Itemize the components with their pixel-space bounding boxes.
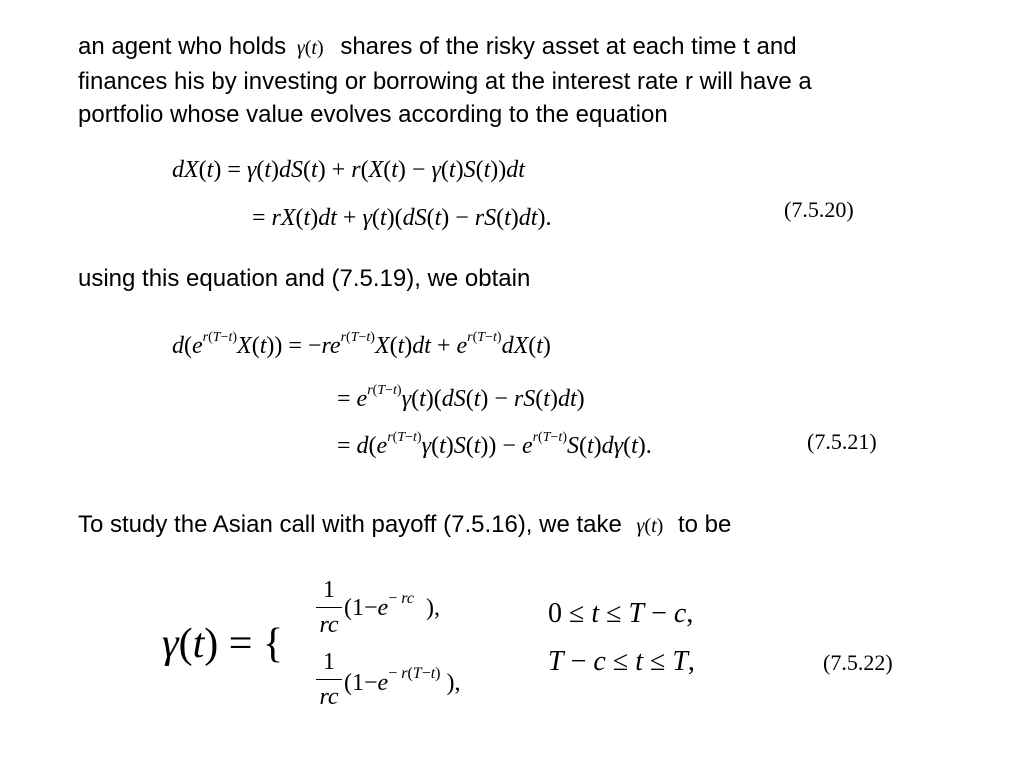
paragraph-1-line-3: portfolio whose value evolves according to the equation — [78, 101, 668, 128]
gamma-inline-2: γ(t) — [636, 515, 664, 537]
paragraph-1-text-b: shares of the risky asset at each time t and — [340, 33, 797, 60]
fraction-1-over-rc-case-1: 1 rc — [316, 576, 342, 639]
equation-7-5-21-line-3: = $d(e^{r(T-t)}\gamma(t)S(t)) - e^{r(T-t)}S(t)d\gamma(t)$. — [337, 430, 652, 459]
gamma-inline: γ(t) — [296, 37, 324, 59]
case-1-expression: ($1-e^{- rc}$ ), — [344, 590, 440, 621]
equation-number-7-5-20: (7.5.20) — [784, 197, 854, 222]
equation-7-5-20-line-2: = rX(t)dt + γ(t)(dS(t) − rS(t)dt). — [252, 205, 552, 231]
paragraph-2: using this equation and (7.5.19), we obtain — [78, 265, 531, 292]
paragraph-3-text-a: To study the Asian call with payoff (7.5.16), we take — [78, 511, 622, 538]
paragraph-1-text-a: an agent who holds — [78, 33, 287, 60]
equation-7-5-22-lhs: γ(t) = { — [162, 621, 284, 667]
fraction-1-over-rc-case-2: 1 rc — [316, 648, 342, 711]
case-1-condition: 0 ≤ t ≤ T − c, — [548, 598, 694, 629]
paragraph-3-text-b: to be — [678, 511, 732, 538]
paragraph-1 — [78, 30, 812, 131]
paragraph-1-line-2: finances his by investing or borrowing at the interest rate r will have a — [78, 68, 812, 95]
equation-number-7-5-22: (7.5.22) — [823, 650, 893, 675]
case-2-condition: T − c ≤ t ≤ T, — [548, 646, 695, 677]
case-2-expression: ($1-e^{- r(T-t)}$ ), — [344, 665, 461, 696]
equation-7-5-21-line-2: = $e^{r(T-t)}\gamma(t)(dS(t) - rS(t)dt)$ — [337, 383, 585, 412]
equation-7-5-21-line-1: $d(e^{r(T-t)}X(t)) = -re^{r(T-t)}X(t)dt + e^{r(T-t)}dX(t)$ — [172, 330, 551, 359]
equation-7-5-20-line-1: dX(t) = γ(t)dS(t) + r(X(t) − γ(t)S(t))dt — [172, 157, 525, 183]
paragraph-3 — [78, 508, 731, 543]
equation-number-7-5-21: (7.5.21) — [807, 429, 877, 454]
paragraph-1-line-1 — [78, 30, 812, 65]
